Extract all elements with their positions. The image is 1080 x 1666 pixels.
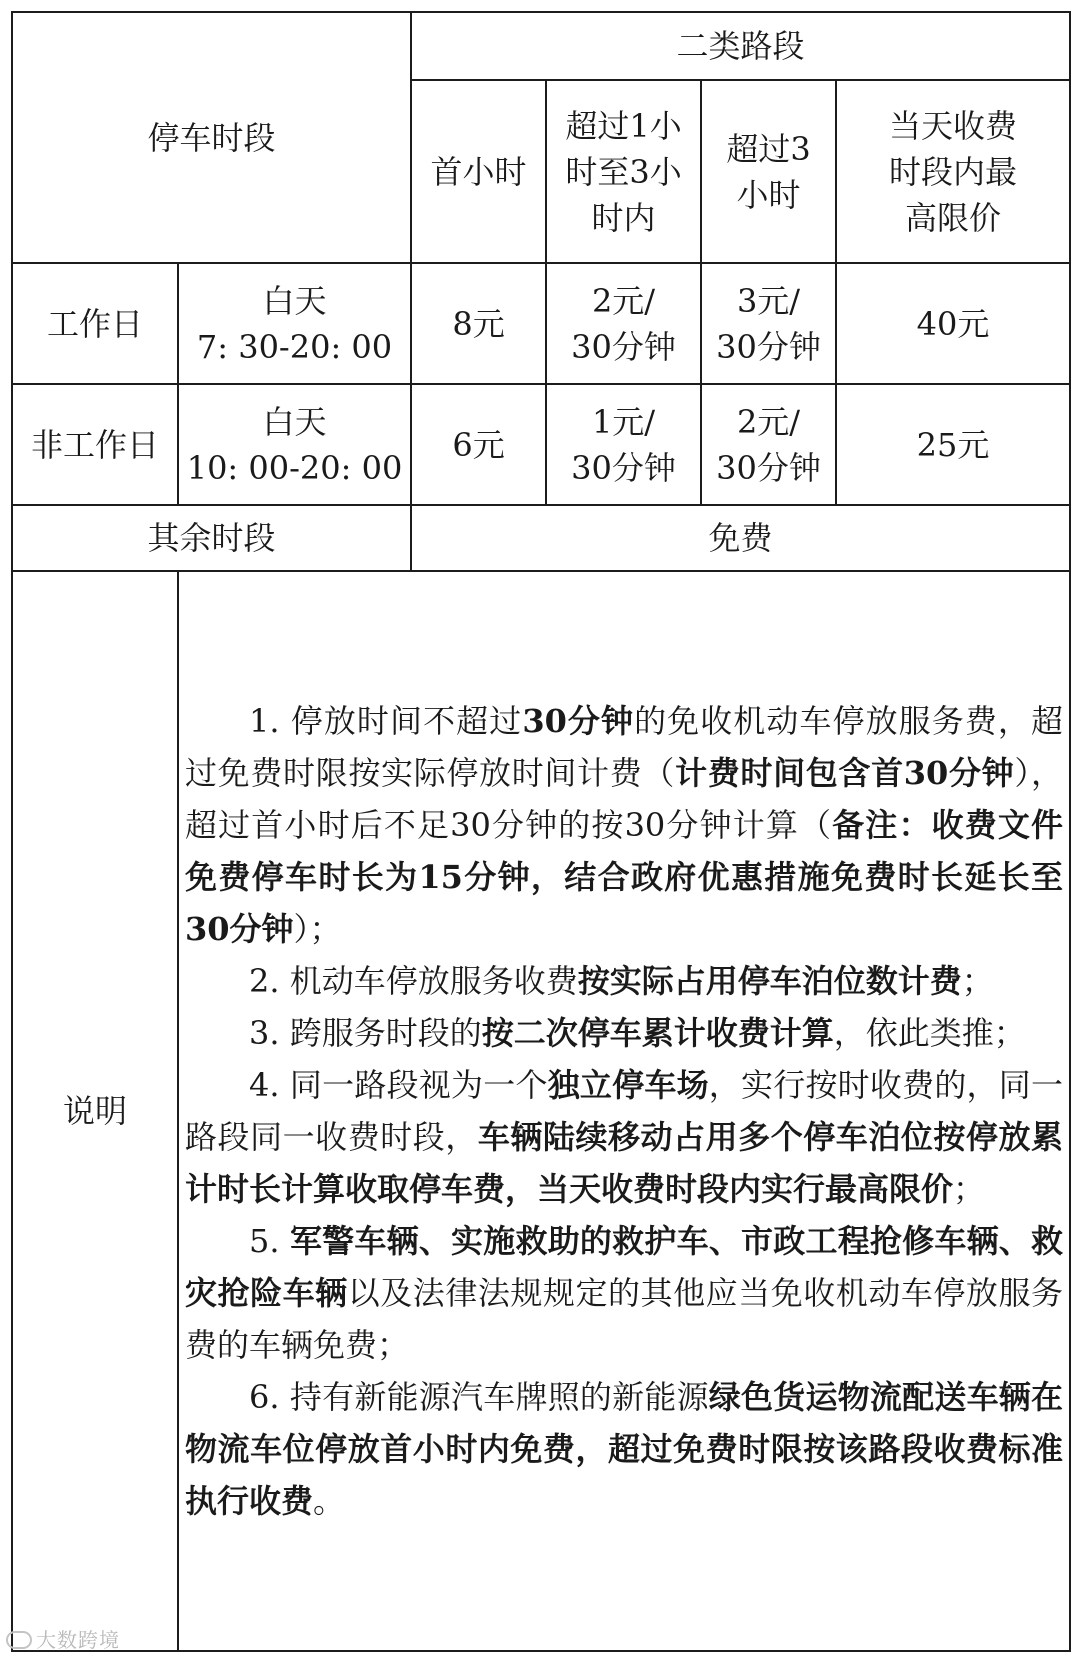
row-over-3-hours (701, 263, 836, 384)
header-over-3-line-1: 超过3 (726, 129, 811, 168)
notes-label: 说明 (62, 1092, 127, 1130)
header-road-class-label: 二类路段 (676, 27, 805, 65)
note-item-3 (185, 1007, 1063, 1059)
price-1-to-3-line-1: 1元/ (591, 402, 656, 441)
note-text: 的免收机动车停放服务费，超过免费时限按实际停放时间计费（ (185, 702, 1063, 792)
header-1-to-3-line-3: 时内 (591, 198, 656, 237)
time-label: 白天 (262, 281, 327, 320)
table-row-notes (12, 571, 1070, 1651)
note-item-4 (185, 1059, 1063, 1215)
notes-content (178, 571, 1070, 1651)
daily-max-price: 25元 (916, 425, 990, 464)
note-text: 。 (313, 1482, 346, 1520)
note-text: ，实行按时收费的，同一路段同一收费时段， (185, 1066, 1063, 1156)
watermark (6, 1624, 120, 1653)
other-periods-label-cell (12, 505, 411, 571)
note-emphasis: 独立停车场 (547, 1066, 709, 1104)
row-first-hour (411, 263, 546, 384)
header-daily-max (836, 80, 1070, 263)
parking-fee-table (11, 11, 1071, 1652)
note-text: 5. (249, 1222, 290, 1260)
first-hour-price: 6元 (452, 425, 505, 464)
note-emphasis: 绿色货运物流配送车辆在物流车位停放首小时内免费，超过免费时限按该路段收费标准执行收费 (185, 1378, 1064, 1520)
chat-bubble-icon (6, 1631, 32, 1649)
header-first-hour (411, 80, 546, 263)
row-daily-max (836, 384, 1070, 505)
daily-max-price: 40元 (916, 304, 990, 343)
note-item-6 (185, 1371, 1063, 1527)
row-1-to-3-hours (546, 263, 701, 384)
first-hour-price: 8元 (452, 304, 505, 343)
row-1-to-3-hours (546, 384, 701, 505)
time-range: 7: 30-20: 00 (196, 327, 393, 366)
other-periods-label: 其余时段 (147, 519, 276, 557)
time-label: 白天 (262, 402, 327, 441)
note-text: 以及法律法规规定的其他应当免收机动车停放服务费的车辆免费； (185, 1274, 1064, 1364)
notes-label-cell (12, 571, 178, 1651)
header-over-3-line-2: 小时 (736, 175, 801, 214)
note-item-2 (185, 955, 1063, 1007)
watermark-text: 大数跨境 (36, 1628, 120, 1652)
note-emphasis: 按二次停车累计收费计算 (481, 1014, 834, 1052)
note-text: ； (961, 962, 994, 1000)
header-daily-max-line-3: 高限价 (905, 198, 1002, 237)
table-row-workday (12, 263, 1070, 384)
price-over-3-line-2: 30分钟 (716, 448, 821, 487)
note-item-5 (185, 1215, 1063, 1371)
note-text: 6. 持有新能源汽车牌照的新能源 (249, 1378, 709, 1416)
price-over-3-line-1: 3元/ (736, 281, 801, 320)
row-daily-max (836, 263, 1070, 384)
note-emphasis: 计费时间包含首30分钟 (675, 754, 1015, 792)
header-1-to-3-line-2: 时至3小 (565, 152, 682, 191)
note-text: ）； (293, 910, 342, 948)
note-emphasis: 按实际占用停车泊位数计费 (577, 962, 962, 1000)
header-daily-max-line-2: 时段内最 (889, 152, 1018, 191)
time-range: 10: 00-20: 00 (186, 448, 403, 487)
price-1-to-3-line-1: 2元/ (591, 281, 656, 320)
price-over-3-line-1: 2元/ (736, 402, 801, 441)
header-road-class (411, 12, 1070, 80)
note-emphasis: 军警车辆、实施救助的救护车、市政工程抢修车辆、救灾抢险车辆 (185, 1222, 1064, 1312)
note-text: 2. 机动车停放服务收费 (249, 962, 578, 1000)
header-daily-max-line-1: 当天收费 (889, 106, 1018, 145)
header-parking-period (12, 12, 411, 263)
other-periods-value: 免费 (708, 519, 773, 557)
note-text: ），超过首小时后不足30分钟的按30分钟计算（ (185, 754, 1063, 844)
other-periods-value-cell (411, 505, 1070, 571)
note-emphasis: 备注：收费文件免费停车时长为15分钟，结合政府优惠措施免费时长延长至30分钟 (185, 806, 1064, 948)
row-day-type (12, 263, 178, 384)
note-text: 4. 同一路段视为一个 (249, 1066, 548, 1104)
header-1-to-3-line-1: 超过1小 (565, 106, 682, 145)
price-over-3-line-2: 30分钟 (716, 327, 821, 366)
row-day-type (12, 384, 178, 505)
header-first-hour-label: 首小时 (430, 152, 527, 191)
note-text: ； (953, 1170, 986, 1208)
note-item-1 (185, 695, 1063, 955)
note-emphasis: 车辆陆续移动占用多个停车泊位按停放累计时长计算收取停车费，当天收费时段内实行最高限价 (185, 1118, 1064, 1208)
table-row-non-workday (12, 384, 1070, 505)
header-1-to-3-hours (546, 80, 701, 263)
day-type-label: 非工作日 (30, 425, 159, 464)
note-text: 3. 跨服务时段的 (249, 1014, 482, 1052)
row-over-3-hours (701, 384, 836, 505)
price-1-to-3-line-2: 30分钟 (571, 448, 676, 487)
note-text: 1. 停放时间不超过 (249, 702, 523, 740)
price-1-to-3-line-2: 30分钟 (571, 327, 676, 366)
row-time (178, 263, 411, 384)
table-row-other-periods (12, 505, 1070, 571)
header-parking-period-label: 停车时段 (147, 118, 276, 157)
header-over-3-hours (701, 80, 836, 263)
note-text: ，依此类推； (833, 1014, 1026, 1052)
row-first-hour (411, 384, 546, 505)
note-emphasis: 30分钟 (522, 702, 635, 740)
row-time (178, 384, 411, 505)
day-type-label: 工作日 (46, 304, 143, 343)
